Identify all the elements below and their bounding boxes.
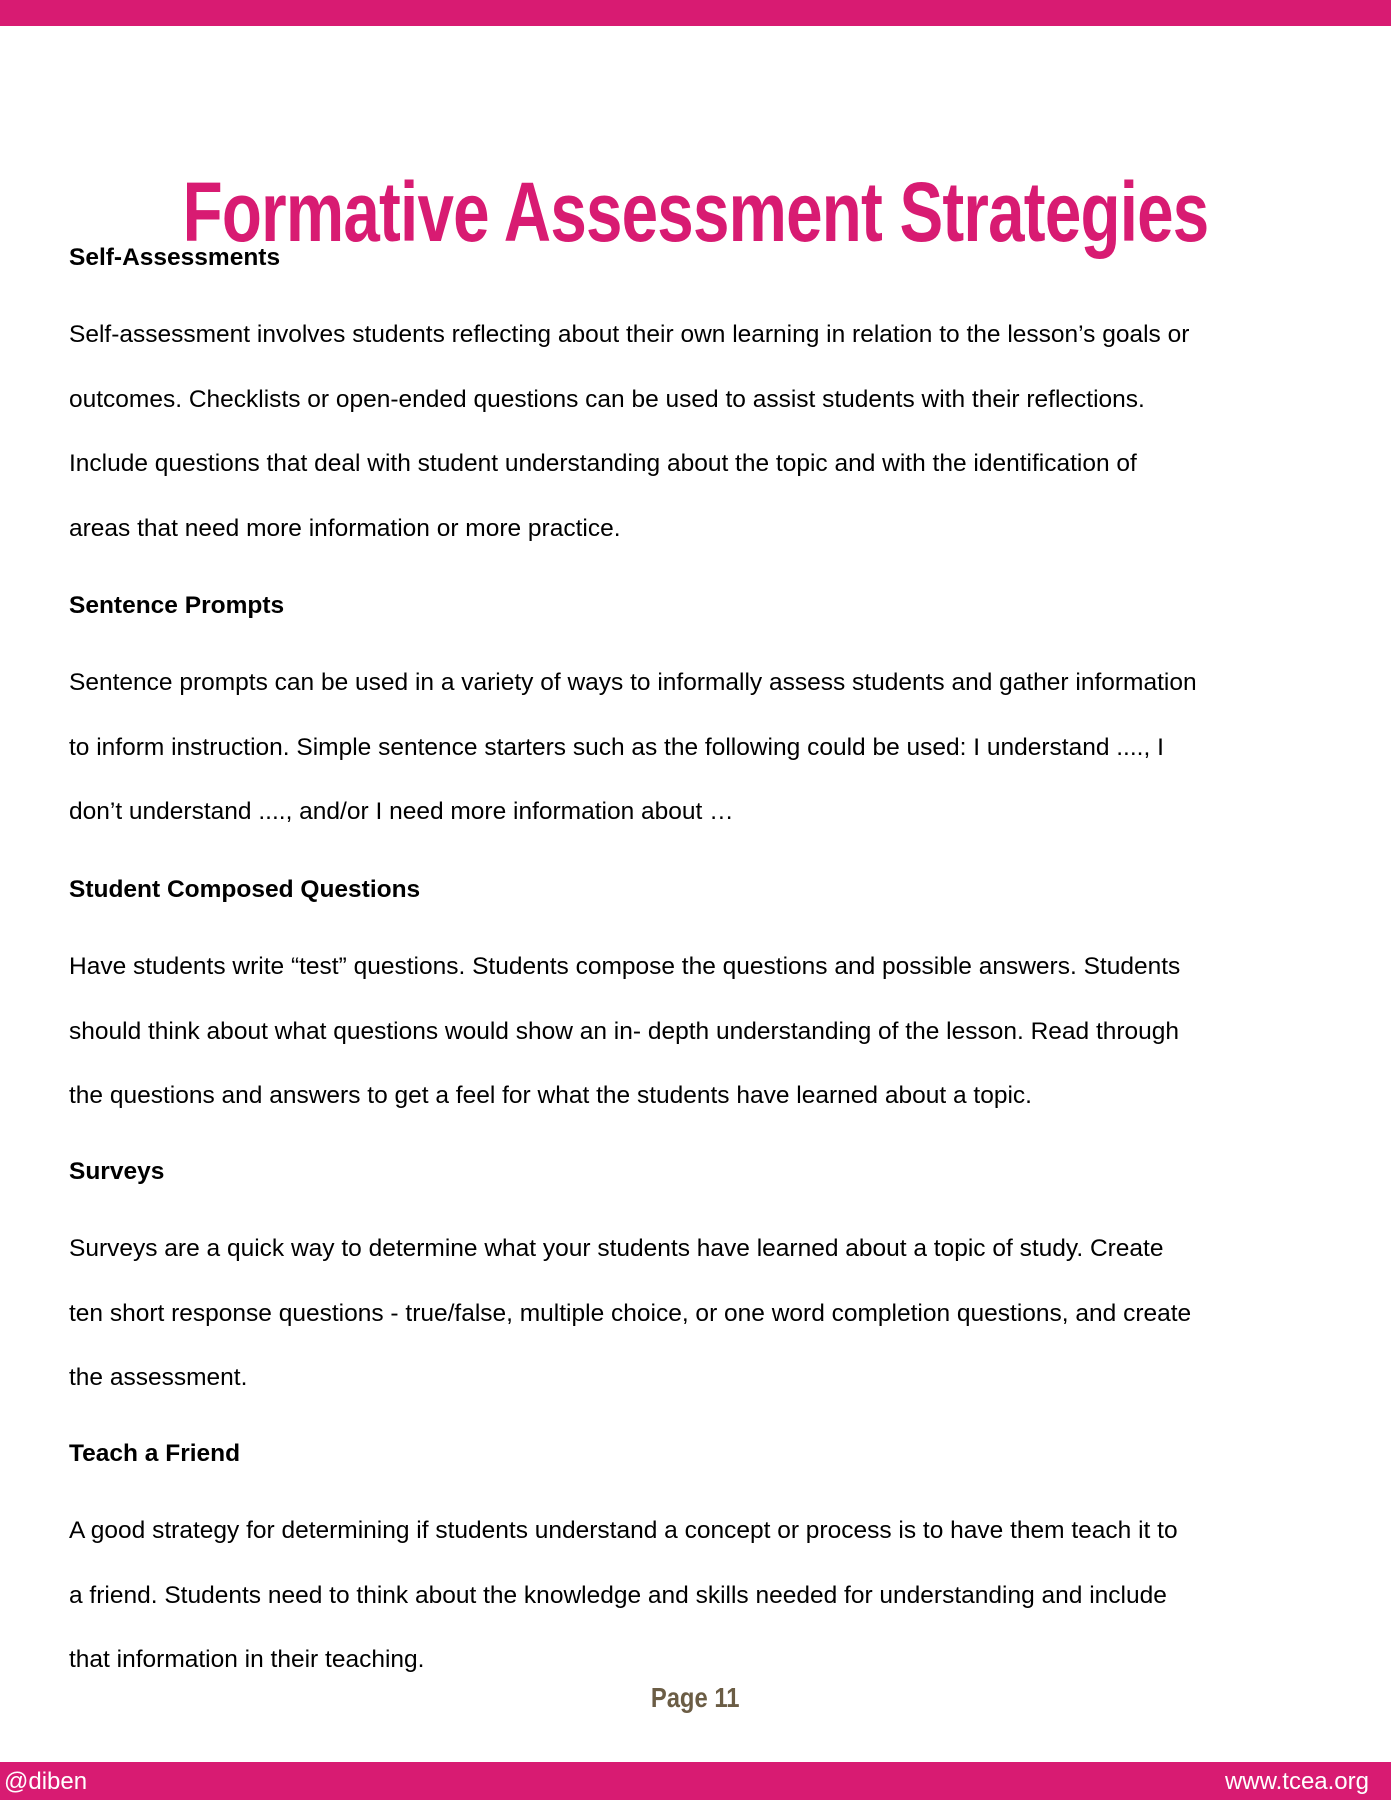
- section-sentence-prompts: [69, 574, 1369, 845]
- body-line: Surveys are a quick way to determine what your students have learned about a topic of study. Create: [69, 1235, 1164, 1262]
- section-self-assessments: [69, 226, 1369, 561]
- page-number-text: Page 11: [651, 1682, 740, 1713]
- body-line: a friend. Students need to think about the knowledge and skills needed for understanding and include: [69, 1581, 1167, 1609]
- section-student-composed-questions: [69, 858, 1369, 1129]
- body-line: to inform instruction. Simple sentence starters such as the following could be used: I understand ...., I: [69, 733, 1164, 761]
- top-accent-bar: [0, 0, 1391, 26]
- section-body: [69, 1217, 1369, 1411]
- section-body: [69, 1499, 1369, 1693]
- body-line: the assessment.: [69, 1364, 248, 1391]
- section-heading: Teach a Friend: [69, 1440, 241, 1467]
- section-body: [69, 935, 1369, 1129]
- section-heading: Self-Assessments: [69, 244, 281, 271]
- body-line: the questions and answers to get a feel for what the students have learned about a topic.: [69, 1082, 1032, 1109]
- section-body: [69, 651, 1369, 845]
- body-line: outcomes. Checklists or open-ended questions can be used to assist students with their reflections.: [69, 385, 1145, 413]
- body-line: ten short response questions - true/false, multiple choice, or one word completion questions, and create: [69, 1299, 1192, 1327]
- footer-bar: [0, 1762, 1391, 1800]
- body-line: areas that need more information or more practice.: [69, 514, 621, 542]
- body-line: Sentence prompts can be used in a variety of ways to informally assess students and gather information: [69, 669, 1197, 696]
- section-heading: Sentence Prompts: [69, 592, 285, 619]
- body-line: Include questions that deal with student understanding about the topic and with the identification of: [69, 450, 1137, 477]
- body-line: should think about what questions would show an in- depth understanding of the lesson. Read through: [69, 1017, 1180, 1045]
- body-line: don’t understand ...., and/or I need more information about …: [69, 798, 734, 825]
- section-heading: Surveys: [69, 1158, 165, 1185]
- body-line: Self-assessment involves students reflecting about their own learning in relation to the lesson’s goals or: [69, 321, 1190, 348]
- section-teach-a-friend: [69, 1422, 1369, 1693]
- body-line: that information in their teaching.: [69, 1646, 425, 1673]
- section-body: [69, 303, 1369, 561]
- section-heading: Student Composed Questions: [69, 876, 421, 903]
- page-title-text: Formative Assessment Strategies: [182, 165, 1209, 260]
- page-number: [0, 1682, 1391, 1714]
- body-line: A good strategy for determining if students understand a concept or process is to have them teach it to: [69, 1517, 1178, 1544]
- footer-handle: @diben: [4, 1768, 88, 1795]
- body-line: Have students write “test” questions. Students compose the questions and possible answers. Students: [69, 953, 1181, 980]
- section-surveys: [69, 1140, 1369, 1411]
- footer-website: www.tcea.org: [1224, 1768, 1369, 1795]
